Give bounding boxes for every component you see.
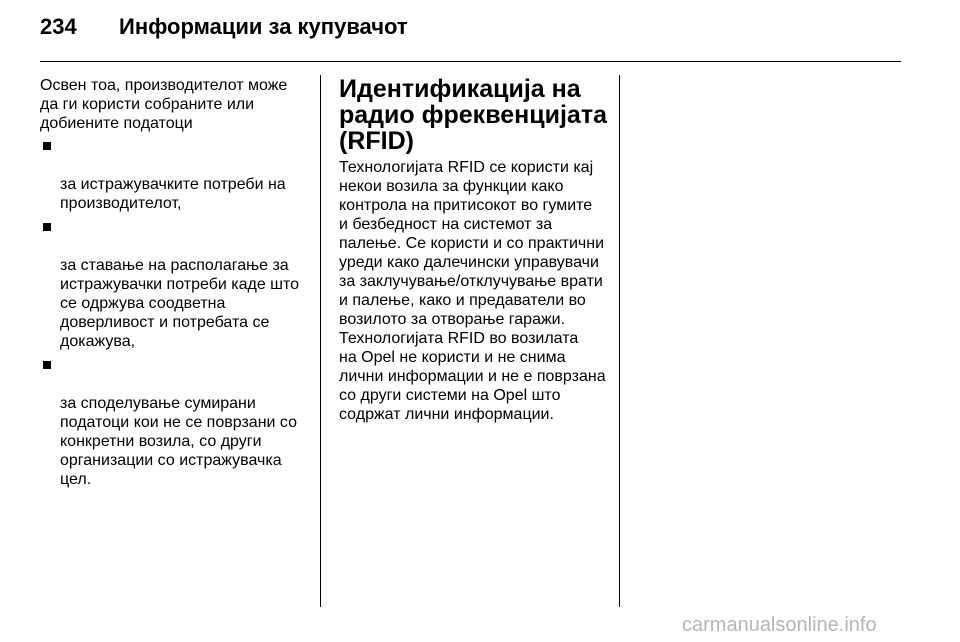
bullet-item bbox=[40, 218, 310, 351]
intro-paragraph: Освен тоа, производителот може да ги користи собраните или добиените податоци bbox=[40, 77, 288, 132]
square-bullet-icon bbox=[43, 361, 51, 369]
column-left bbox=[40, 76, 310, 494]
page-number: 234 bbox=[40, 14, 77, 39]
bullet-text: за ставање на располагање за истражувачки потреби каде што се одржува соодветна доверливост и потребата се докажува, bbox=[60, 257, 300, 350]
square-bullet-icon bbox=[43, 223, 51, 231]
column-middle bbox=[339, 76, 611, 424]
body-paragraph: Технологијата RFID се користи кај некои возила за функции како контрола на притисокот во гумите и безбедност на системот за палење. Се користи и со практични уреди како далечински управувачи за заклучување/отклучување врати и палење, како и предаватели во возилото за отворање гаражи. Технологијата RFID во возилата на Opel не користи и не снима лични информации и не е поврзана со други системи на Opel што содржат лични информации. bbox=[339, 159, 606, 423]
column-divider-left bbox=[320, 75, 321, 607]
watermark: carmanualsonline.info bbox=[682, 614, 877, 636]
header-rule bbox=[40, 61, 901, 62]
column-divider-right bbox=[619, 75, 620, 607]
bullet-item bbox=[40, 137, 310, 213]
page-header bbox=[40, 14, 408, 54]
page-title: Информации за купувачот bbox=[119, 14, 408, 39]
section-heading: Идентификација на радио фреквенцијата (RFID) bbox=[339, 75, 607, 155]
bullet-item bbox=[40, 356, 310, 489]
bullet-list bbox=[40, 137, 310, 489]
bullet-text: за споделување сумирани податоци кои не се поврзани со конкретни возила, со други организации со истражувачка цел. bbox=[60, 395, 297, 488]
square-bullet-icon bbox=[43, 142, 51, 150]
bullet-text: за истражувачките потреби на производителот, bbox=[60, 176, 286, 212]
